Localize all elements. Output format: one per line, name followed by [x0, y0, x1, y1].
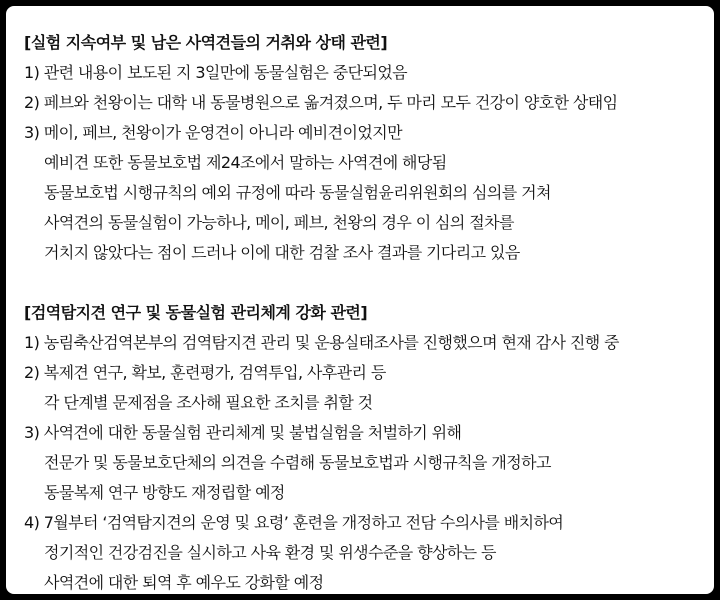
section1-item-3-continued: 예비견 또한 동물보호법 제24조에서 말하는 사역견에 해당됨	[44, 153, 447, 172]
section2-item-4-continued: 정기적인 건강검진을 실시하고 사육 환경 및 위생수준을 향상하는 등	[44, 543, 496, 562]
section1-item-2: 2) 페브와 천왕이는 대학 내 동물병원으로 옮겨졌으며, 두 마리 모두 건강이 양호한 상태임	[24, 93, 618, 112]
section1-item-1: 1) 관련 내용이 보도된 지 3일만에 동물실험은 중단되었음	[24, 63, 408, 82]
section1-item-3-continued: 사역견의 동물실험이 가능하나, 메이, 페브, 천왕의 경우 이 심의 절차를	[44, 213, 514, 232]
section2-item-2: 2) 복제견 연구, 확보, 훈련평가, 검역투입, 사후관리 등	[24, 363, 386, 382]
section2-heading: [검역탐지견 연구 및 동물실험 관리체계 강화 관련]	[24, 303, 368, 322]
section2-item-1: 1) 농림축산검역본부의 검역탐지견 관리 및 운용실태조사를 진행했으며 현재 감사 진행 중	[24, 333, 619, 352]
section1-item-3: 3) 메이, 페브, 천왕이가 운영견이 아니라 예비견이었지만	[24, 123, 402, 142]
section-spacer	[24, 268, 714, 298]
section1-item-3-continued: 동물보호법 시행규칙의 예외 규정에 따라 동물실험윤리위원회의 심의를 거쳐	[44, 183, 551, 202]
section2-item-2-continued: 각 단계별 문제점을 조사해 필요한 조치를 취할 것	[44, 393, 373, 412]
section2-item-3: 3) 사역견에 대한 동물실험 관리체계 및 불법실험을 처벌하기 위해	[24, 423, 462, 442]
section2-item-3-continued: 동물복제 연구 방향도 재정립할 예정	[44, 483, 285, 502]
section1-item-3-continued: 거치지 않았다는 점이 드러나 이에 대한 검찰 조사 결과를 기다리고 있음	[44, 243, 520, 262]
section1-heading: [실험 지속여부 및 남은 사역견들의 거취와 상태 관련]	[24, 33, 388, 52]
section2-item-4-continued: 사역견에 대한 퇴역 후 예우도 강화할 예정	[44, 573, 324, 592]
document-panel	[6, 6, 714, 594]
section2-item-3-continued: 전문가 및 동물보호단체의 의견을 수렴해 동물보호법과 시행규칙을 개정하고	[44, 453, 551, 472]
section2-item-4: 4) 7월부터 ‘검역탐지견의 운영 및 요령’ 훈련을 개정하고 전담 수의사를 배치하여	[24, 513, 564, 532]
